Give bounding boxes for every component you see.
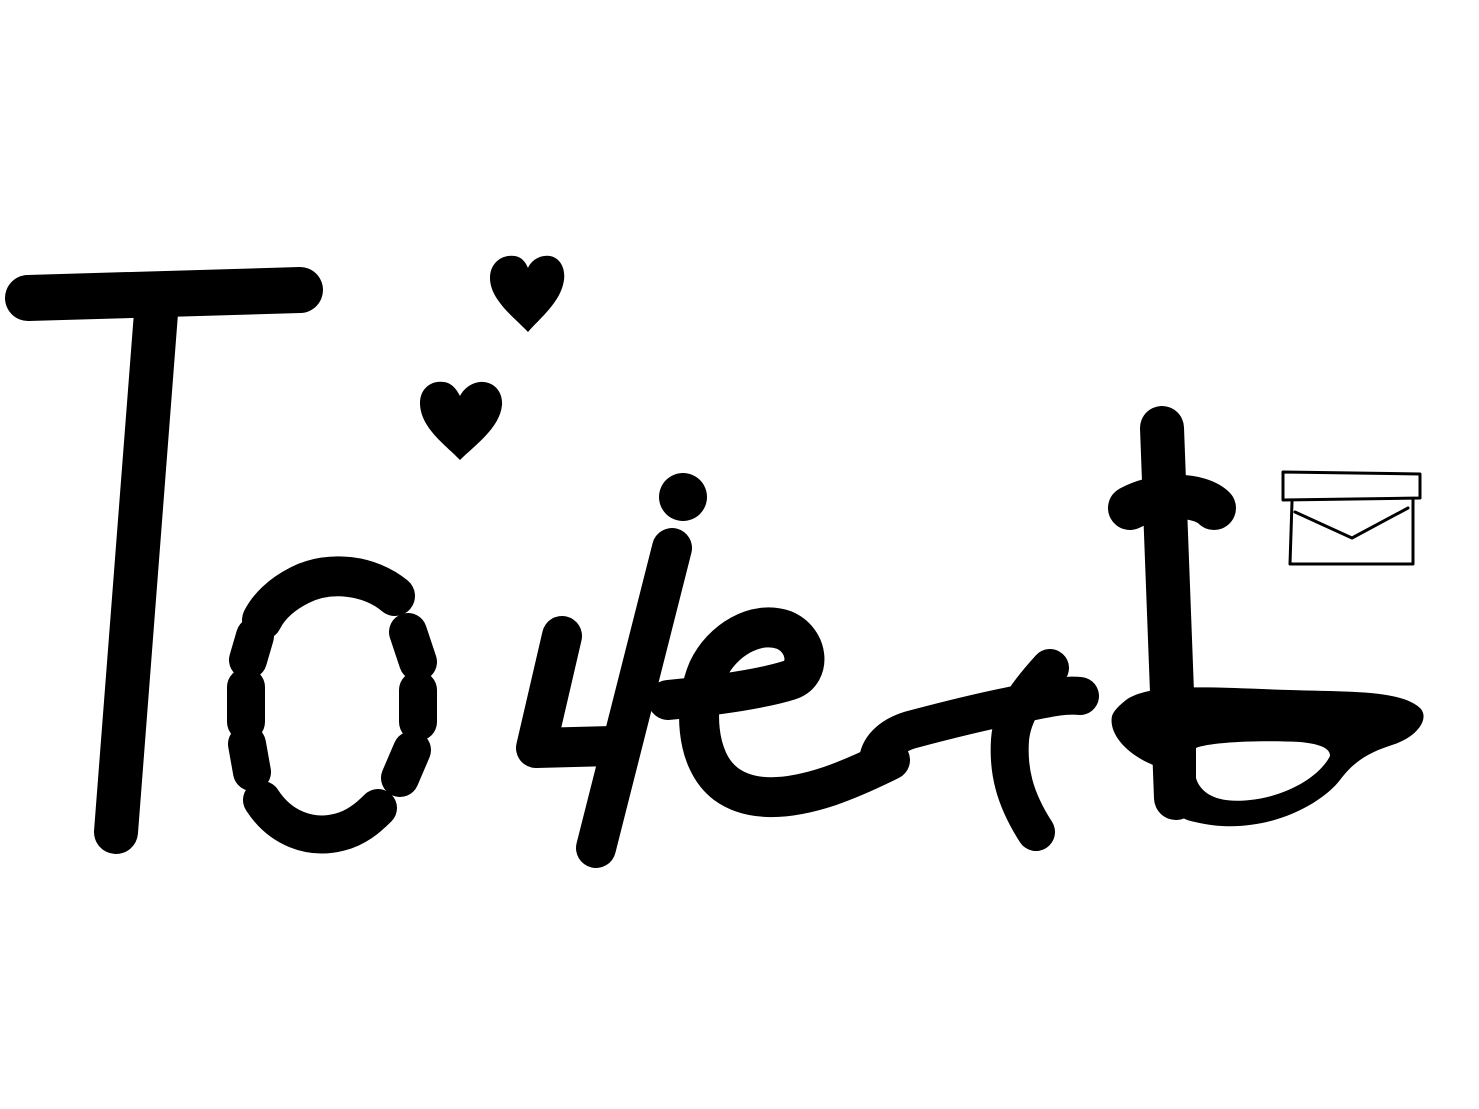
letter-o (246, 576, 418, 834)
letter-e (668, 627, 890, 797)
letter-che (536, 473, 707, 848)
hearts (420, 256, 564, 460)
letter-te (878, 668, 1080, 832)
letter-soft-sign (1112, 428, 1424, 826)
heart-icon (490, 256, 564, 332)
envelope-icon (1283, 472, 1420, 564)
heart-icon (420, 382, 502, 460)
